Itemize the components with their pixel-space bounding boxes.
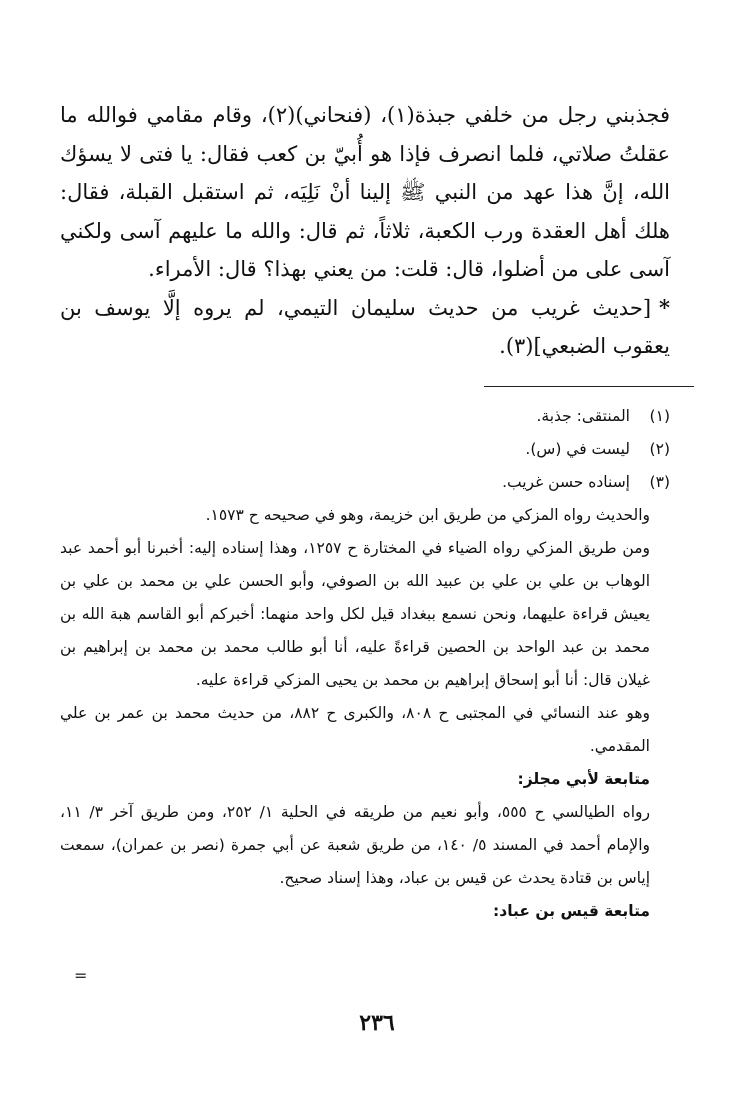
footnote-separator: [484, 386, 694, 387]
mutaba-qays-heading: متابعة قيس بن عباد:: [493, 902, 650, 920]
hadith-grading: [60, 289, 670, 366]
main-text: [60, 96, 670, 366]
footnote-number: (٢): [649, 440, 670, 458]
footnotes: [60, 400, 670, 928]
footnote-1: [60, 400, 670, 433]
footnote-3-line: ومن طريق المزكي رواه الضياء في المختارة ح ١٢٥٧، وهذا إسناده إليه: أخبرنا أبو أحمد عبد الوهاب بن علي بن علي بن عبيد الله بن الصوفي، وأبو الحسن علي بن محمد بن علي بن يعيش قراءة عليهما، ونحن نسمع ببغداد قيل لكل واحد منهما: أخبركم أبو القاسم هبة الله بن محمد بن عبد الواحد بن الحصين قراءةً عليه، أنا أبو طالب محمد بن محمد بن إبراهيم بن غيلان قال: أنا أبو إسحاق إبراهيم بن محمد بن يحيى المزكي قراءة عليه.: [60, 539, 650, 689]
mutaba-abi-mijlaz-heading: متابعة لأبي مجلز:: [517, 770, 650, 788]
continuation-mark: =: [74, 966, 88, 985]
footnote-text: ليست في (س).: [525, 440, 630, 458]
footnote-3: [60, 466, 670, 499]
asterisk-bullet-icon: *: [659, 294, 670, 320]
footnote-2: [60, 433, 670, 466]
footnote-3-line: والحديث رواه المزكي من طريق ابن خزيمة، وهو في صحيحه ح ١٥٧٣.: [205, 506, 650, 524]
footnote-text: إسناده حسن غريب.: [502, 473, 630, 491]
grading-text: [حديث غريب من حديث سليمان التيمي، لم يروه إلَّا يوسف بن يعقوب الضبعي](٣).: [60, 295, 670, 358]
footnote-3-line: وهو عند النسائي في المجتبى ح ٨٠٨، والكبرى ح ٨٨٢، من حديث محمد بن عمر بن علي المقدمي.: [60, 704, 650, 755]
main-text-block: [60, 96, 670, 366]
hadith-narration: فجذبني رجل من خلفي جبذة(١)، (فنحاني)(٢)، وقام مقامي فوالله ما عقلتُ صلاتي، فلما انصرف فإذا هو أُبيّ بن كعب فقال: يا فتى لا يسؤك الله، إنَّ هذا عهد من النبي ﷺ إلينا أنْ نَلِيَه، ثم استقبل القبلة، فقال: هلك أهل العقدة ورب الكعبة، ثلاثاً، ثم قال: والله ما عليهم آسى ولكني آسى على من أضلوا، قال: قلت: من يعني بهذا؟ قال: الأمراء.: [60, 103, 670, 281]
footnote-number: (٣): [649, 473, 670, 491]
footnote-number: (١): [649, 407, 670, 425]
footnote-text: المنتقى: جذبة.: [536, 407, 630, 425]
mutaba-abi-mijlaz-text: رواه الطيالسي ح ٥٥٥، وأبو نعيم من طريقه في الحلية ١/ ٢٥٢، ومن طريق آخر ٣/ ١١، والإمام أحمد في المسند ٥/ ١٤٠، من طريق شعبة عن أبي جمرة (نصر بن عمران)، سمعت إياس بن قتادة يحدث عن قيس بن عباد، وهذا إسناد صحيح.: [60, 803, 651, 887]
page-number: ٢٣٦: [359, 1010, 395, 1036]
